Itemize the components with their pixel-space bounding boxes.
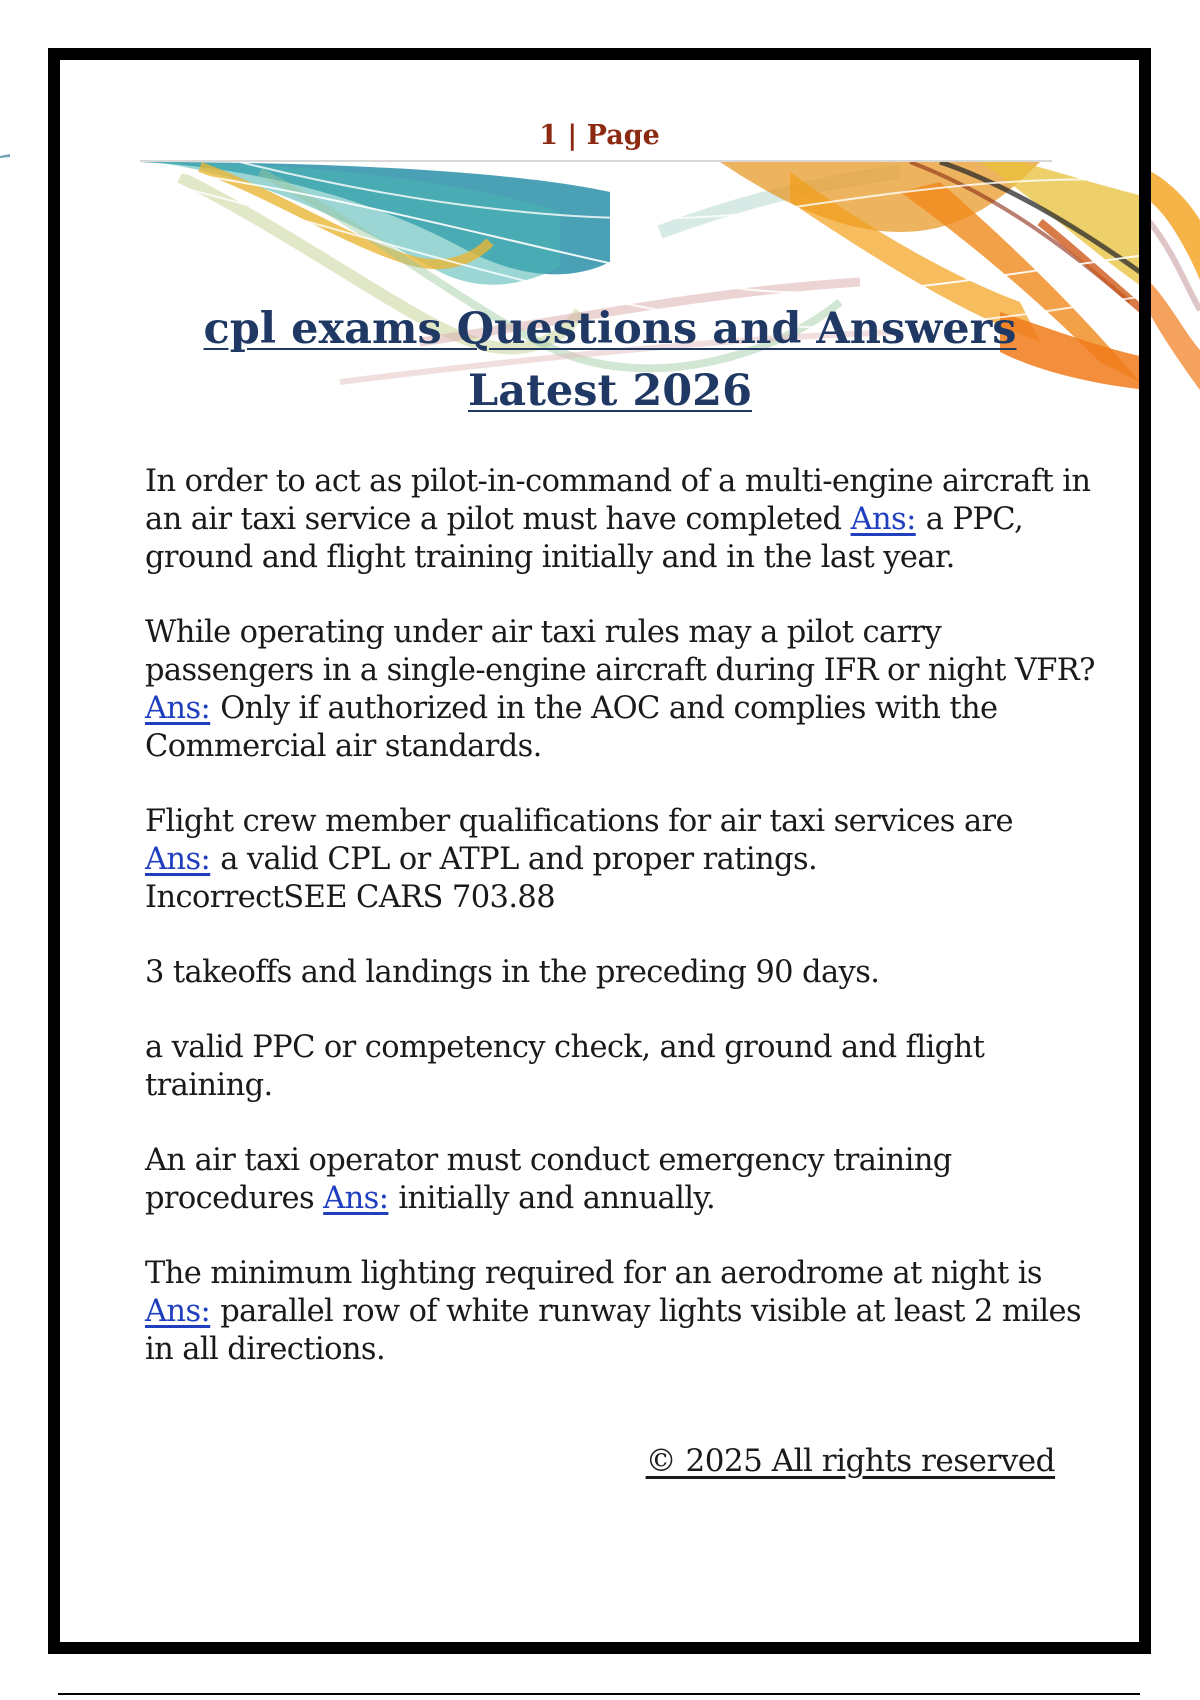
margin-swirl-overflow <box>1148 160 1200 390</box>
plain-paragraph: 3 takeoffs and landings in the preceding 90 days. <box>145 955 880 990</box>
qa-item <box>145 803 1105 917</box>
question-text: An air taxi operator must conduct emergency training procedures <box>145 1143 952 1216</box>
answer-text: a valid CPL or ATPL and proper ratings. <box>220 842 818 877</box>
bottom-page-rule <box>58 1693 1140 1695</box>
title-line-1: cpl exams Questions and Answers <box>203 304 1017 354</box>
answer-link[interactable]: Ans: <box>145 1294 211 1329</box>
qa-item <box>145 1255 1105 1369</box>
question-text: Flight crew member qualifications for air taxi services are <box>145 804 1013 839</box>
qa-content <box>145 463 1105 1406</box>
answer-link[interactable]: Ans: <box>850 502 916 537</box>
answer-link[interactable]: Ans: <box>145 842 211 877</box>
page-frame <box>48 48 1151 1654</box>
question-text: In order to act as pilot-in-command of a multi-engine aircraft in an air taxi service a pilot must have completed <box>145 464 1091 537</box>
question-text: While operating under air taxi rules may a pilot carry passengers in a single-engine aircraft during IFR or night VFR? <box>145 615 1095 688</box>
reference-note: IncorrectSEE CARS 703.88 <box>145 880 556 915</box>
answer-text: initially and annually. <box>398 1181 716 1216</box>
answer-text: parallel row of white runway lights visible at least 2 miles in all directions. <box>145 1294 1082 1367</box>
qa-item <box>145 463 1105 577</box>
document-title <box>120 298 1100 422</box>
answer-link[interactable]: Ans: <box>145 691 211 726</box>
page-number-header: 1 | Page <box>539 120 660 151</box>
title-line-2: Latest 2026 <box>467 366 753 416</box>
copyright-footer: © 2025 All rights reserved <box>645 1443 1055 1479</box>
answer-text: a PPC, ground and flight training initially and in the last year. <box>145 502 1024 575</box>
answer-text: Only if authorized in the AOC and complies with the Commercial air standards. <box>145 691 998 764</box>
qa-item <box>145 1142 1105 1218</box>
plain-paragraph: a valid PPC or competency check, and ground and flight training. <box>145 1030 985 1103</box>
question-text: The minimum lighting required for an aerodrome at night is <box>145 1256 1042 1291</box>
answer-link[interactable]: Ans: <box>323 1181 389 1216</box>
margin-swirl-fragment <box>0 150 10 162</box>
qa-item <box>145 614 1105 766</box>
